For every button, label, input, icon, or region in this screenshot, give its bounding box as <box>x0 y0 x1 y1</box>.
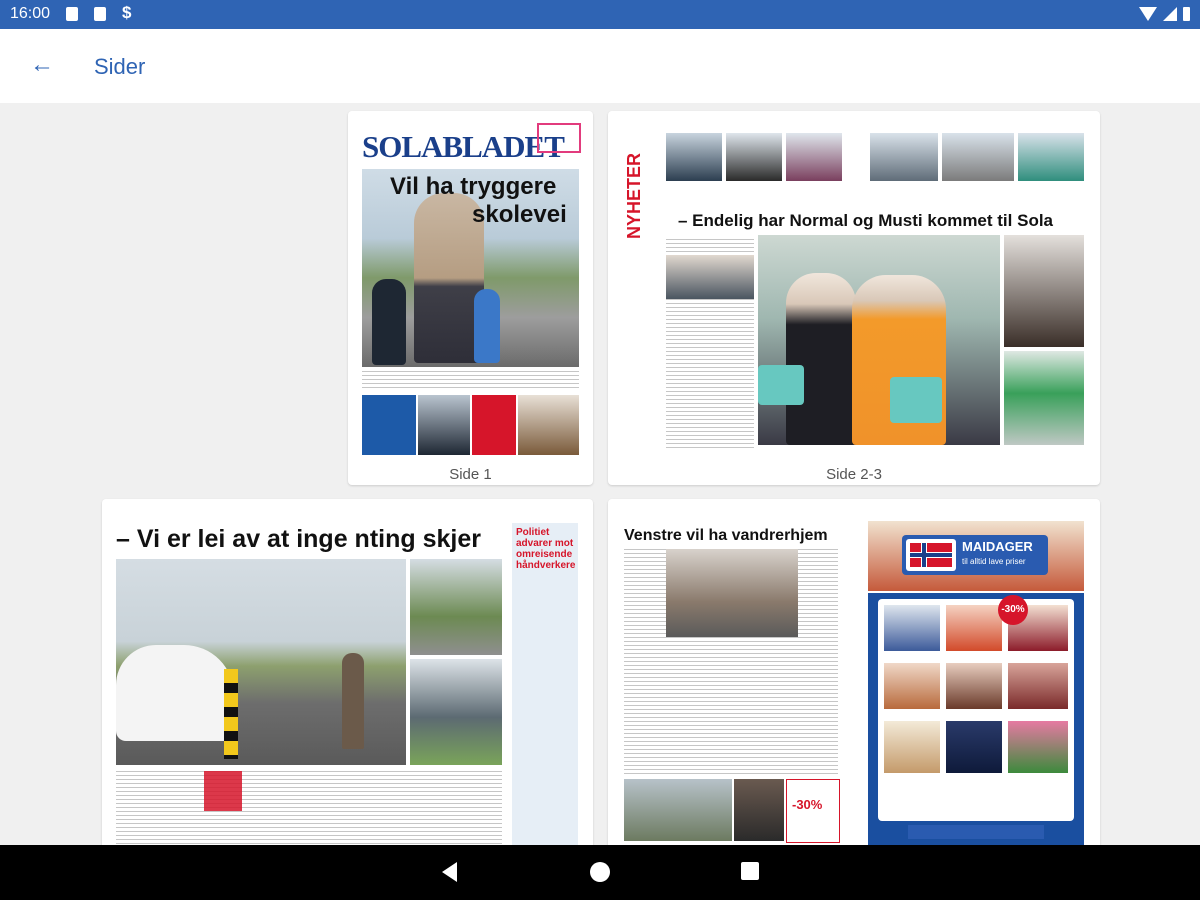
app-notification-icon: $ <box>122 3 132 22</box>
cover-body-text <box>362 371 579 391</box>
system-nav-bar <box>0 845 1200 900</box>
status-time: 16:00 <box>10 5 51 22</box>
back-button[interactable] <box>24 47 60 83</box>
ad-products <box>868 593 1084 845</box>
masthead-box <box>537 123 581 153</box>
cover-headline-line2: skolevei <box>472 201 567 228</box>
status-bar <box>0 0 1200 29</box>
battery-icon <box>1183 7 1190 21</box>
ad-discount-badge: -30% <box>998 595 1028 625</box>
spread-main-photo <box>116 559 406 765</box>
app-bar <box>0 29 1200 103</box>
pages-grid <box>0 103 1200 845</box>
page-thumbnail-side-4-5[interactable] <box>102 499 593 845</box>
teaser-box-1 <box>362 395 416 455</box>
page-thumbnail-side-1[interactable] <box>348 111 593 485</box>
nav-recents-icon[interactable] <box>741 862 759 880</box>
sidebar-box <box>512 523 578 845</box>
page-title: Sider <box>94 54 146 79</box>
page-image <box>622 509 1086 845</box>
spread-headline: Venstre vil ha vandrerhjem <box>624 527 828 544</box>
sidebar-headline: Politiet advarer mot omreisende håndverkere <box>516 527 576 571</box>
page-caption: Side 2-3 <box>826 466 882 483</box>
masthead: SOLABLADET <box>362 129 564 164</box>
teaser-portrait <box>518 395 579 455</box>
page-image <box>114 509 581 845</box>
nav-home-icon[interactable] <box>590 862 610 882</box>
arrow-left-icon: ← <box>30 51 54 78</box>
norway-flag-icon <box>906 539 956 571</box>
ad-title: MAIDAGER <box>962 539 1033 554</box>
cover-headline-line1: Vil ha tryggere <box>390 173 557 200</box>
spread-headline: – Vi er lei av at inge nting skjer <box>116 525 481 553</box>
page-image <box>360 119 581 459</box>
page-thumbnail-side-6-7[interactable] <box>608 499 1100 845</box>
ad-tagline: til alltid lave priser <box>962 557 1026 566</box>
nav-back-icon[interactable] <box>442 862 457 882</box>
notification-icon <box>66 7 78 21</box>
signal-icon <box>1163 7 1177 21</box>
teaser-photo <box>418 395 470 455</box>
spread-body-text <box>116 771 502 845</box>
spread-headline: – Endelig har Normal og Musti kommet til Sola <box>678 211 1054 230</box>
page-image <box>622 121 1086 455</box>
page-thumbnail-side-2-3[interactable] <box>608 111 1100 485</box>
status-icons <box>1139 6 1190 22</box>
spread-main-photo <box>758 235 1000 445</box>
teaser-box-red <box>472 395 516 455</box>
section-label: NYHETER <box>624 152 644 239</box>
page-caption: Side 1 <box>449 466 492 483</box>
ad-badge-small: -30% <box>792 797 823 812</box>
wifi-icon <box>1139 7 1157 21</box>
sd-card-icon <box>94 7 106 21</box>
